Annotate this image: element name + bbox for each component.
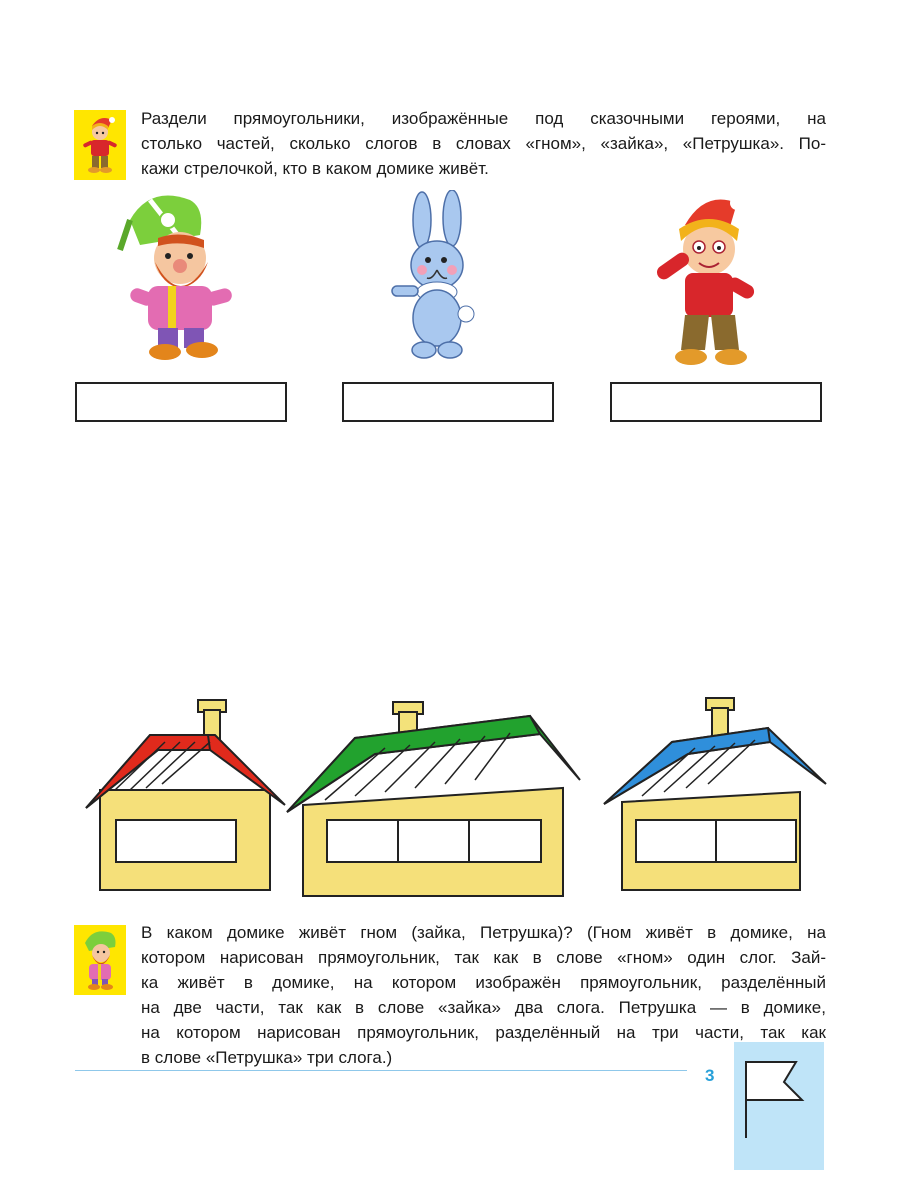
task-icon-gnome [74, 925, 126, 995]
task-2-line: котором нарисован прямоугольник, так как в слове «гном» один слог. Зай- [141, 948, 826, 967]
petrushka-icon [78, 112, 122, 178]
task-2-line: в слове «Петрушка» три слога.) [141, 1048, 393, 1067]
answer-rect-bunny[interactable] [342, 382, 554, 422]
bunny-figure [382, 190, 492, 365]
flag-panel [734, 1042, 824, 1170]
task-1-line: кажи стрелочкой, кто в каком домике живёт. [141, 159, 489, 178]
page-number: 3 [705, 1066, 715, 1085]
flag-icon [734, 1042, 824, 1170]
task-1-text [141, 106, 826, 181]
task-2-text [141, 920, 826, 1070]
task-2-line: на две части, так как в слове «зайка» два слога. Петрушка — в домике, [141, 998, 826, 1017]
task-1-line: столько частей, сколько слогов в словах «гном», «зайка», «Петрушка». По- [141, 134, 826, 153]
house-red-roof [80, 690, 290, 900]
house-window [116, 820, 236, 862]
answer-rect-gnome[interactable] [75, 382, 287, 422]
task-2-line: В каком домике живёт гном (зайка, Петрушка)? (Гном живёт в домике, на [141, 923, 826, 942]
task-2-line: ка живёт в домике, на котором изображён прямоугольник, разделённый [141, 973, 826, 992]
house-window [327, 820, 541, 862]
house-green-roof [285, 700, 585, 900]
task-icon-petrushka [74, 110, 126, 180]
gnome-figure [110, 190, 260, 370]
answer-rect-petrushka[interactable] [610, 382, 822, 422]
footer-divider [75, 1070, 687, 1071]
task-1-line: Раздели прямоугольники, изображённые под сказочными героями, на [141, 109, 826, 128]
house-blue-roof [600, 692, 830, 900]
task-2-line: на котором нарисован прямоугольник, разделённый на три части, так как [141, 1023, 826, 1042]
petrushka-figure [645, 185, 775, 375]
gnome-icon [77, 927, 123, 993]
